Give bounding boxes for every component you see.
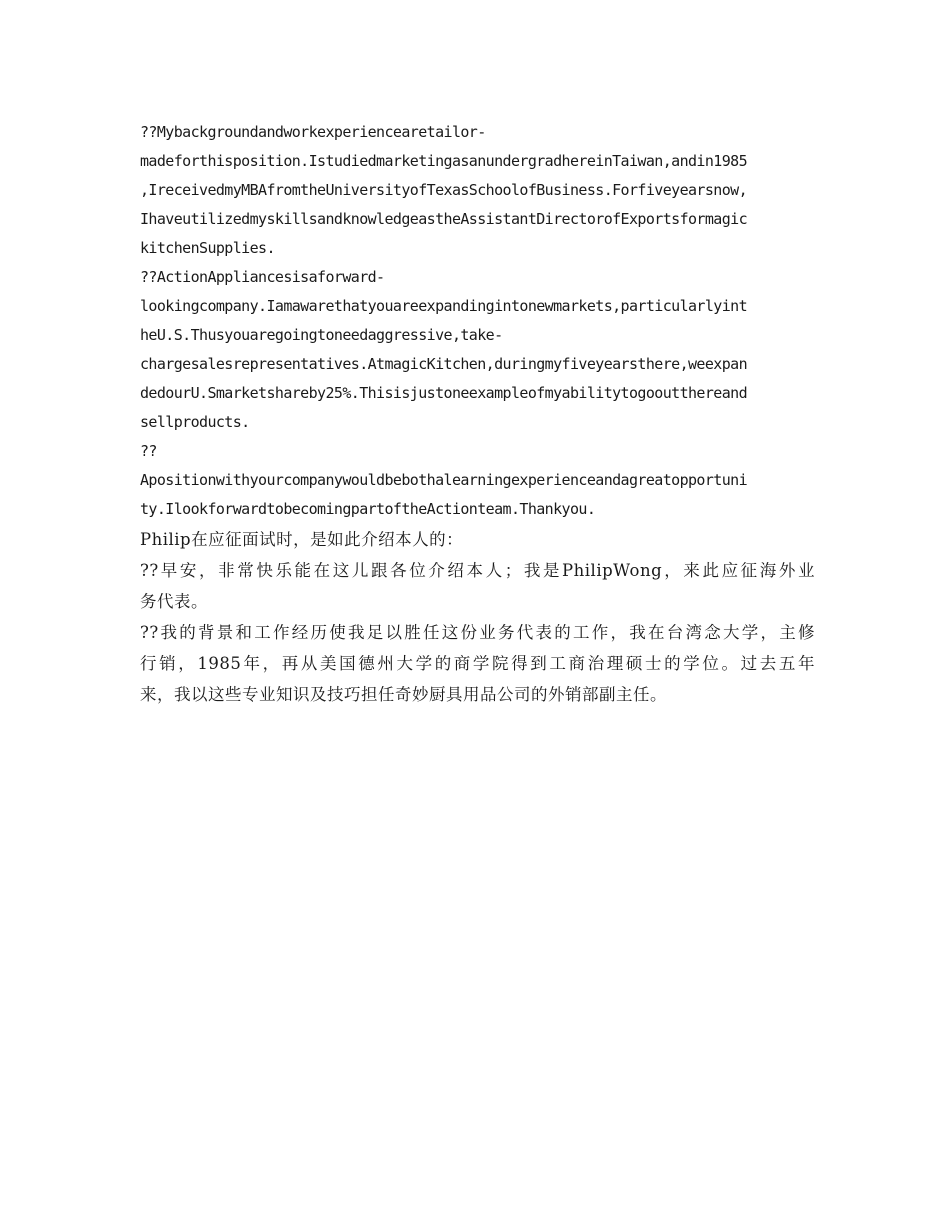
text-line: ,IreceivedmyMBAfromtheUniversityofTexasSchoolofBusiness.Forfiveyearsnow, bbox=[140, 181, 748, 199]
document-body bbox=[140, 118, 815, 710]
text-line: 务代表。 bbox=[140, 592, 208, 611]
text-line: ty.IlookforwardtobecomingpartoftheActionteam.Thankyou. bbox=[140, 500, 596, 518]
text-line: chargesalesrepresentatives.AtmagicKitchen,duringmyfiveyearsthere,weexpan bbox=[140, 355, 748, 373]
text-line: dedourU.Smarketshareby25%.Thisisjustoneexampleofmyabilitytogooutthereand bbox=[140, 384, 748, 402]
text-line: ??ActionAppliancesisaforward- bbox=[140, 268, 385, 286]
text-line: madeforthisposition.IstudiedmarketingasanundergradhereinTaiwan,andin1985 bbox=[140, 152, 748, 170]
text-line: kitchenSupplies. bbox=[140, 239, 275, 257]
text-line: 来，我以这些专业知识及技巧担任奇妙厨具用品公司的外销部副主任。 bbox=[140, 685, 667, 704]
text-line: sellproducts. bbox=[140, 413, 250, 431]
text-line: ??我的背景和工作经历使我足以胜任这份业务代表的工作，我在台湾念大学，主修 bbox=[140, 623, 815, 642]
text-line: heU.S.Thusyouaregoingtoneedaggressive,take- bbox=[140, 326, 503, 344]
text-line: lookingcompany.Iamawarethatyouareexpandingintonewmarkets,particularlyint bbox=[140, 297, 748, 315]
text-line: ??早安，非常快乐能在这儿跟各位介绍本人；我是PhilipWong，来此应征海外业 bbox=[140, 561, 815, 580]
text-line: 行销，1985年，再从美国德州大学的商学院得到工商治理硕士的学位。过去五年 bbox=[140, 654, 815, 673]
text-line: ??Mybackgroundandworkexperiencearetailor- bbox=[140, 123, 486, 141]
text-line: Philip在应征面试时，是如此介绍本人的： bbox=[140, 530, 464, 549]
text-line: Apositionwithyourcompanywouldbebothalearningexperienceandagreatopportuni bbox=[140, 471, 748, 489]
text-line: IhaveutilizedmyskillsandknowledgeastheAssistantDirectorofExportsformagic bbox=[140, 210, 748, 228]
text-line: ?? bbox=[140, 442, 157, 460]
